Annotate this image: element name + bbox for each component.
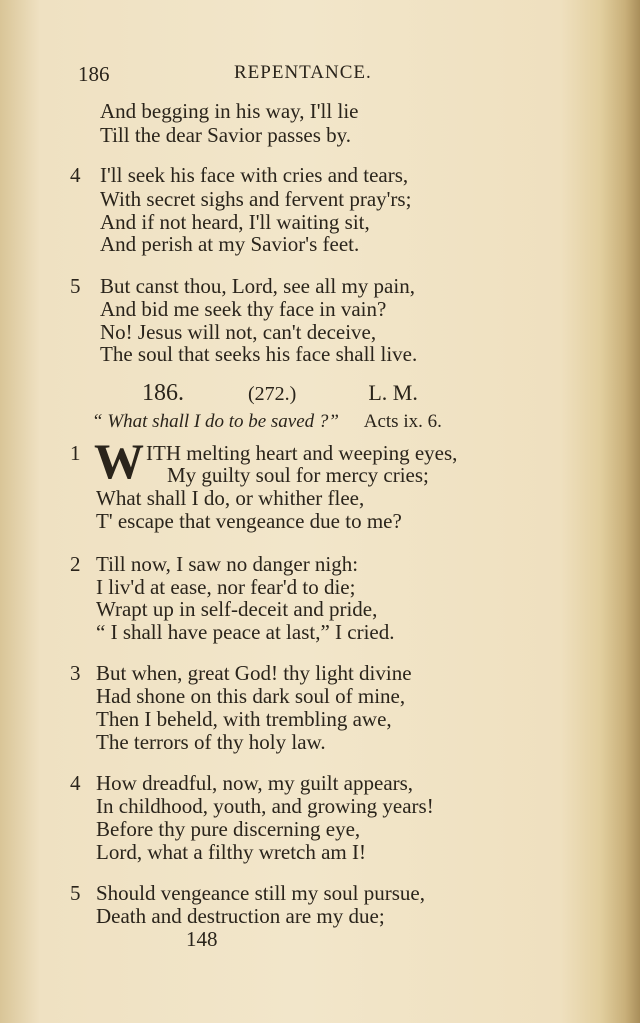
verse-line: Death and destruction are my due;	[96, 904, 385, 928]
verse-number: 4	[70, 163, 81, 187]
verse-line: Till now, I saw no danger nigh:	[96, 552, 359, 576]
verse-line: The soul that seeks his face shall live.	[100, 342, 418, 366]
verse-line: And if not heard, I'll waiting sit,	[100, 210, 370, 234]
verse-line: My guilty soul for mercy cries;	[167, 463, 429, 487]
verse-line: What shall I do, or whither flee,	[96, 486, 365, 510]
verse-line: And begging in his way, I'll lie	[100, 99, 359, 123]
hymn-number: 186.	[142, 380, 184, 406]
verse-line: The terrors of thy holy law.	[96, 730, 326, 754]
verse-line: And bid me seek thy face in vain?	[100, 297, 387, 321]
verse-line: No! Jesus will not, can't deceive,	[100, 320, 377, 344]
verse-line: T' escape that vengeance due to me?	[96, 509, 402, 533]
scripture-reference: Acts ix. 6.	[363, 411, 442, 432]
verse-line: ITH melting heart and weeping eyes,	[146, 441, 458, 465]
hymn-subtitle	[92, 411, 442, 433]
verse-line: With secret sighs and fervent pray'rs;	[100, 187, 412, 211]
hymn-heading	[142, 380, 476, 407]
verse-number: 3	[70, 661, 81, 685]
verse-number: 2	[70, 552, 81, 576]
hymn-meter: L. M.	[368, 380, 418, 405]
signature-mark: 148	[186, 927, 218, 951]
subtitle-quote: “ What shall I do to be saved ?”	[92, 411, 339, 432]
verse-line: Before thy pure discerning eye,	[96, 817, 361, 841]
verse-number: 4	[70, 771, 81, 795]
drop-cap: W	[94, 433, 144, 489]
page-number: 186	[78, 62, 110, 86]
verse-line: Lord, what a filthy wretch am I!	[96, 840, 366, 864]
verse-line: Then I beheld, with trembling awe,	[96, 707, 392, 731]
tune-reference: (272.)	[248, 383, 297, 405]
verse-line: Should vengeance still my soul pursue,	[96, 881, 425, 905]
verse-line: How dreadful, now, my guilt appears,	[96, 771, 414, 795]
verse-line: Had shone on this dark soul of mine,	[96, 684, 406, 708]
verse-line: In childhood, youth, and growing years!	[96, 794, 434, 818]
verse-line: And perish at my Savior's feet.	[100, 232, 360, 256]
verse-number: 5	[70, 274, 81, 298]
verse-line: I'll seek his face with cries and tears,	[100, 163, 409, 187]
section-title: REPENTANCE.	[234, 62, 372, 83]
verse-line: Wrapt up in self-deceit and pride,	[96, 597, 378, 621]
verse-number: 1	[70, 441, 81, 465]
verse-line: Till the dear Savior passes by.	[100, 123, 352, 147]
verse-line: But canst thou, Lord, see all my pain,	[100, 274, 415, 298]
verse-line: I liv'd at ease, nor fear'd to die;	[96, 575, 356, 599]
verse-line: But when, great God! thy light divine	[96, 661, 412, 685]
verse-line: “ I shall have peace at last,” I cried.	[96, 620, 395, 644]
verse-number: 5	[70, 881, 81, 905]
